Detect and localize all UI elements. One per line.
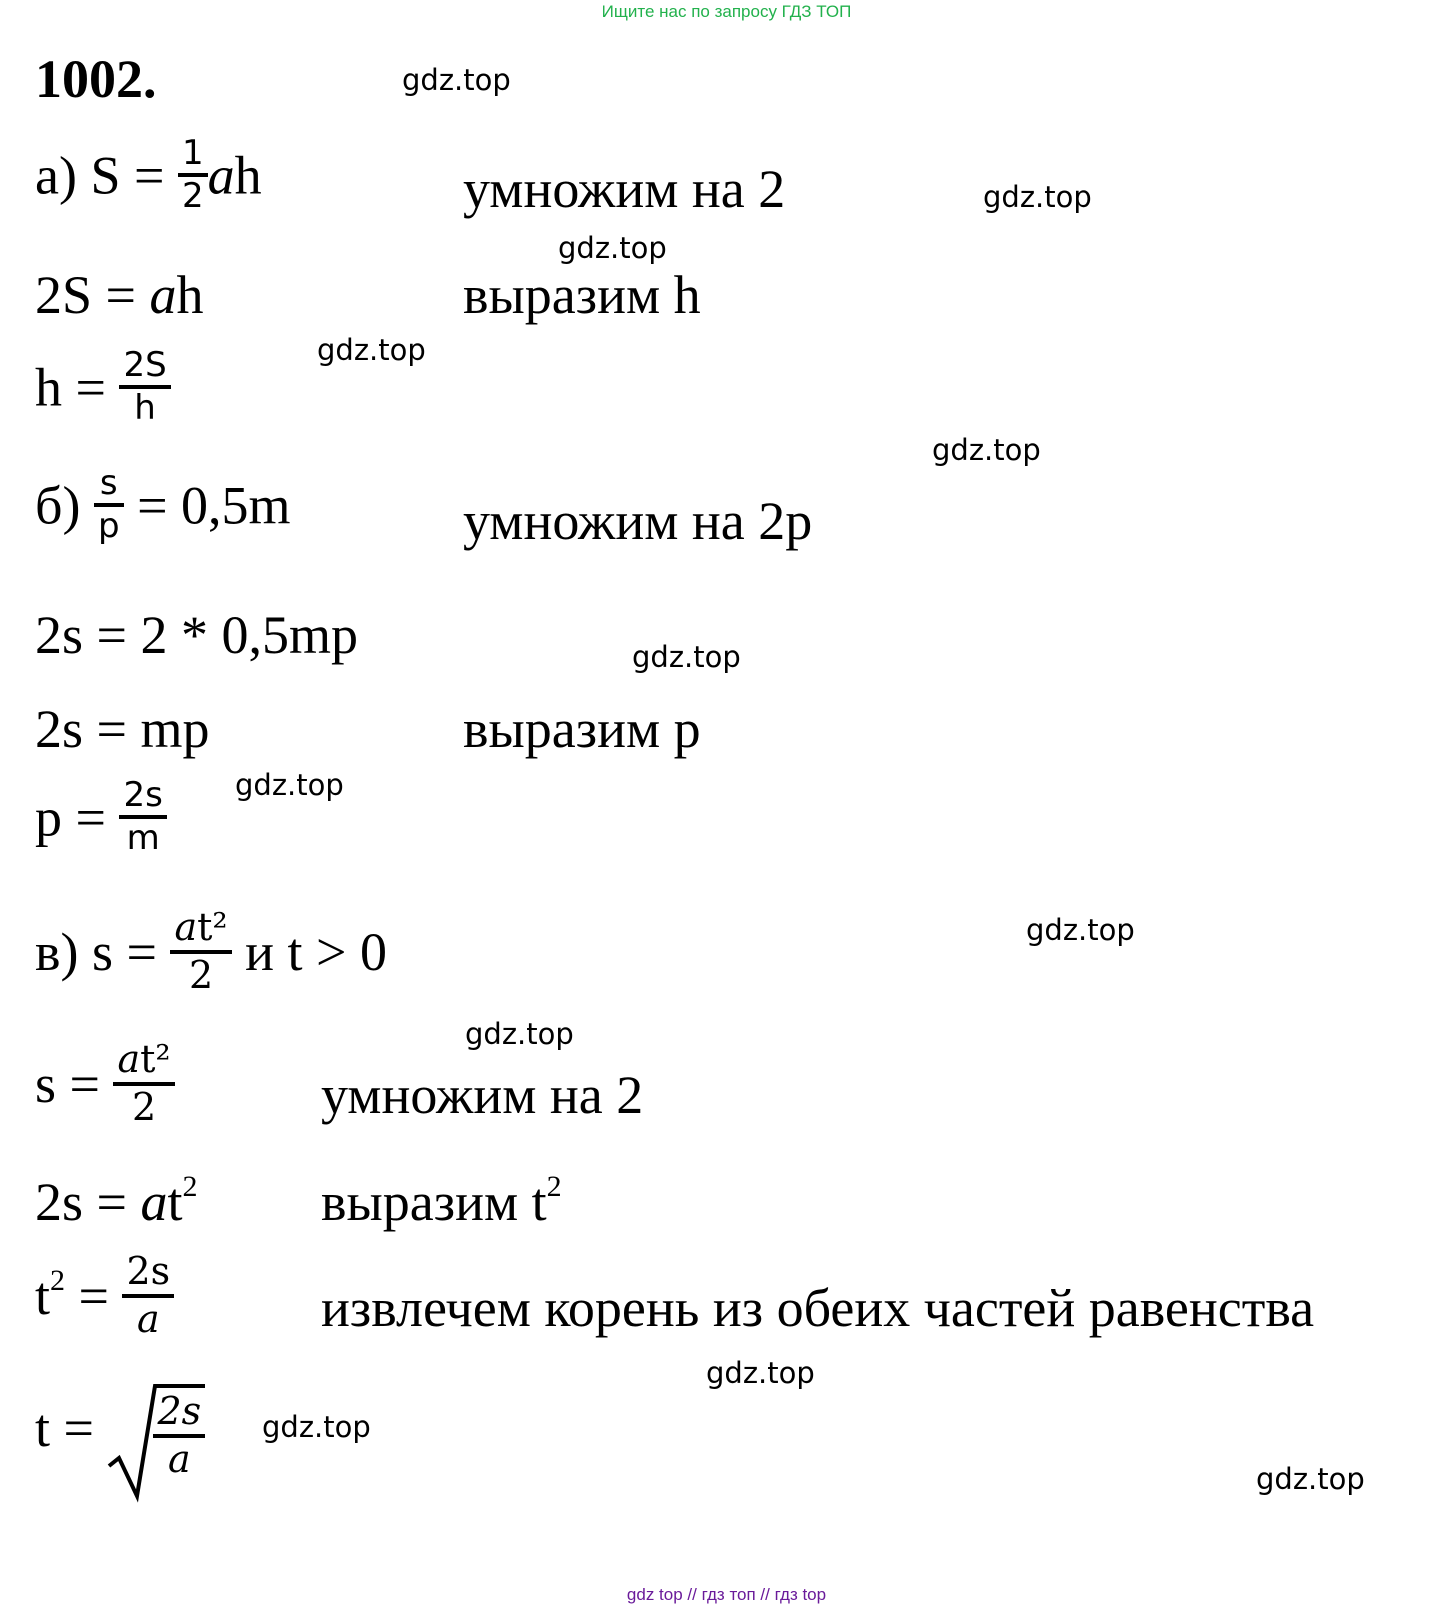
part-b-line2: 2s = 2 * 0,5mp [35,605,358,665]
watermark: gdz.top [235,768,344,802]
watermark: gdz.top [632,640,741,674]
part-a-comment1: умножим на 2 [463,159,786,219]
part-c-line1: в) s = $\frac{\text{at²}}{2}$ и t > 0 [35,905,387,997]
square-root [107,1388,205,1479]
fraction: $\frac{2s}{a}$ [153,1390,205,1481]
watermark: gdz.top [402,63,511,97]
footer-links[interactable]: gdz top // гдз топ // гдз top [626,1585,827,1604]
part-b-line1: б) $\frac{s}{p}$ = 0,5m [35,463,291,547]
watermark: gdz.top [706,1356,815,1390]
problem-number: 1002. [35,49,157,109]
fraction: $\frac{2S}{h}$ [119,346,170,428]
part-c-comment4: извлечем корень из обеих частей равенства [321,1278,1315,1338]
part-b-comment1: умножим на 2p [463,491,813,551]
part-c-line2: s = $\frac{\text{at²}}{2}$ [35,1044,175,1135]
fraction: $\frac{2s}{m}$ [119,776,166,858]
watermark: gdz.top [1026,913,1135,947]
part-b-line4: p = $\frac{2s}{m}$ [35,782,167,864]
fraction: $\frac{1}{2}$ [178,134,208,216]
part-b-line3: 2s = mp [35,699,210,759]
fraction: $\frac{2s}{a}$ [122,1250,174,1341]
part-c-line3: $2s = at^2$ [35,1170,198,1232]
watermark: gdz.top [465,1017,574,1051]
part-c-comment2: умножим на 2 [321,1065,644,1125]
part-a-line2: 2S = ah [35,265,204,325]
part-b-comment3: выразим p [463,699,701,759]
part-c-line5: t = $\frac{2s}{a}$ [35,1388,205,1479]
watermark: gdz.top [317,333,426,367]
part-c-comment3: выразим $t^2$ [321,1170,562,1232]
watermark: gdz.top [932,433,1041,467]
search-banner[interactable]: Ищите нас по запросу ГДЗ ТОП [601,2,852,21]
fraction: $\frac{\text{at²}}{2}$ [170,906,231,997]
fraction: $\frac{\text{at²}}{2}$ [113,1038,174,1129]
watermark: gdz.top [1256,1462,1365,1496]
part-c-line4: $t^2$ = $\frac{2s}{a}$ [35,1256,174,1347]
fraction: $\frac{s}{p}$ [94,464,124,546]
part-a-comment2: выразим h [463,265,701,325]
watermark: gdz.top [558,231,667,265]
part-a-line1: а) S = $\frac{1}{2}$ ah [35,133,262,217]
part-a-line3: h = $\frac{2S}{h}$ [35,352,171,434]
watermark: gdz.top [983,180,1092,214]
watermark: gdz.top [262,1410,371,1444]
